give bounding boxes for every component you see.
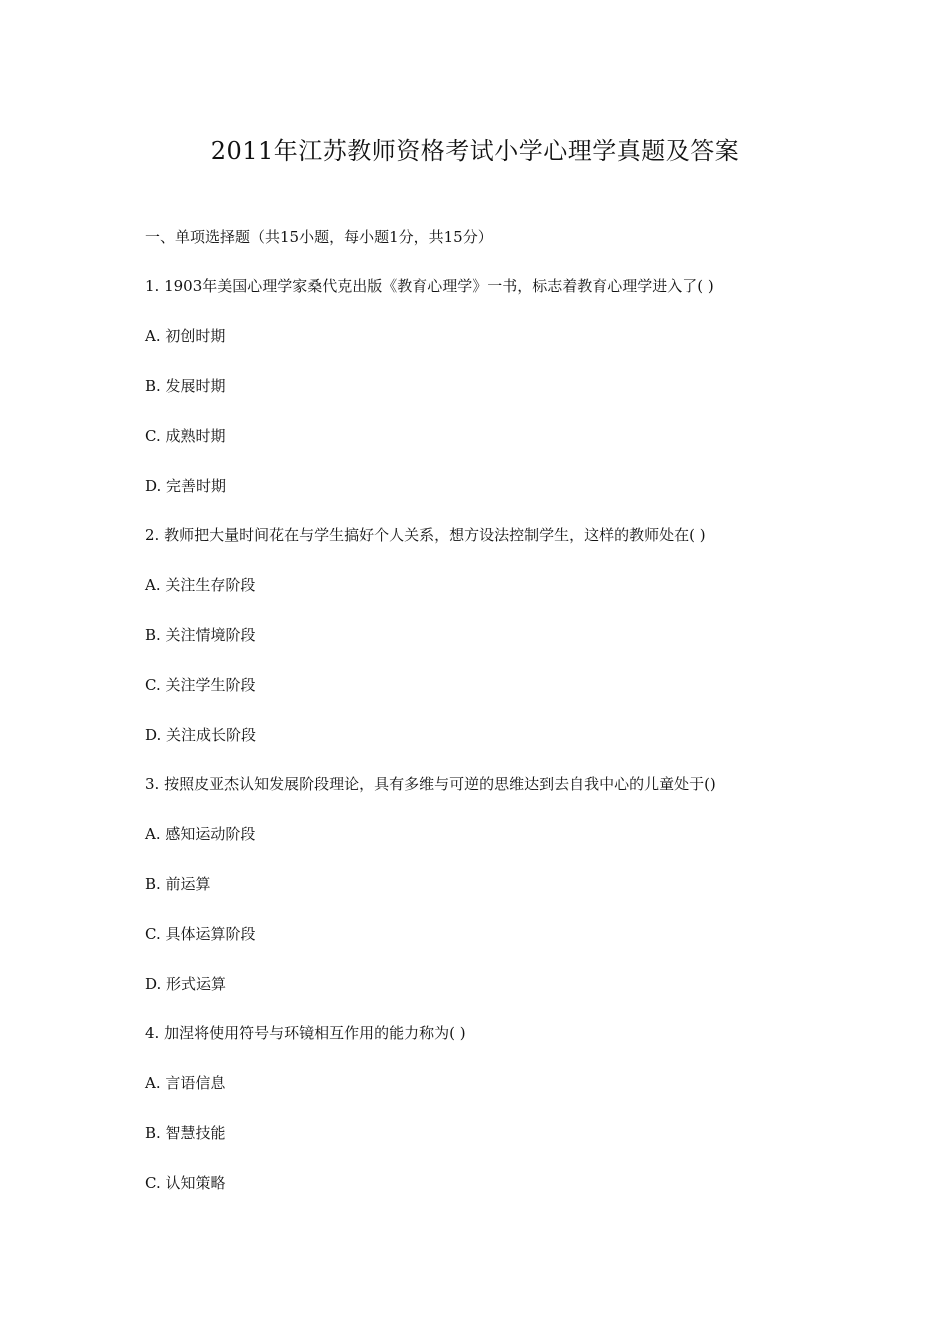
question-3-option-c: C. 具体运算阶段: [145, 925, 256, 943]
question-4: 4. 加涅将使用符号与环镜相互作用的能力称为( ): [145, 1024, 466, 1042]
question-4-option-a: A. 言语信息: [145, 1074, 226, 1092]
question-3-option-d: D. 形式运算: [145, 975, 227, 993]
question-2-option-a: A. 关注生存阶段: [145, 576, 256, 594]
question-2-option-c: C. 关注学生阶段: [145, 676, 256, 694]
question-1-option-d: D. 完善时期: [145, 477, 227, 495]
question-2-option-d: D. 关注成长阶段: [145, 726, 257, 744]
question-1: 1. 1903年美国心理学家桑代克出版《教育心理学》一书，标志着教育心理学进入了( ): [145, 277, 714, 295]
section-heading: 一、单项选择题（共15小题，每小题1分，共15分）: [145, 228, 493, 246]
question-2-option-b: B. 关注情境阶段: [145, 626, 256, 644]
question-3-option-b: B. 前运算: [145, 875, 211, 893]
question-4-option-c: C. 认知策略: [145, 1174, 226, 1192]
question-2: 2. 教师把大量时间花在与学生搞好个人关系，想方设法控制学生，这样的教师处在( ): [145, 526, 706, 544]
question-1-option-a: A. 初创时期: [145, 327, 226, 345]
question-4-option-b: B. 智慧技能: [145, 1124, 226, 1142]
question-3: 3. 按照皮亚杰认知发展阶段理论，具有多维与可逆的思维达到去自我中心的儿童处于(): [145, 775, 716, 793]
document-title: 2011年江苏教师资格考试小学心理学真题及答案: [210, 137, 740, 165]
question-3-option-a: A. 感知运动阶段: [145, 825, 256, 843]
question-1-option-b: B. 发展时期: [145, 377, 226, 395]
question-1-option-c: C. 成熟时期: [145, 427, 226, 445]
